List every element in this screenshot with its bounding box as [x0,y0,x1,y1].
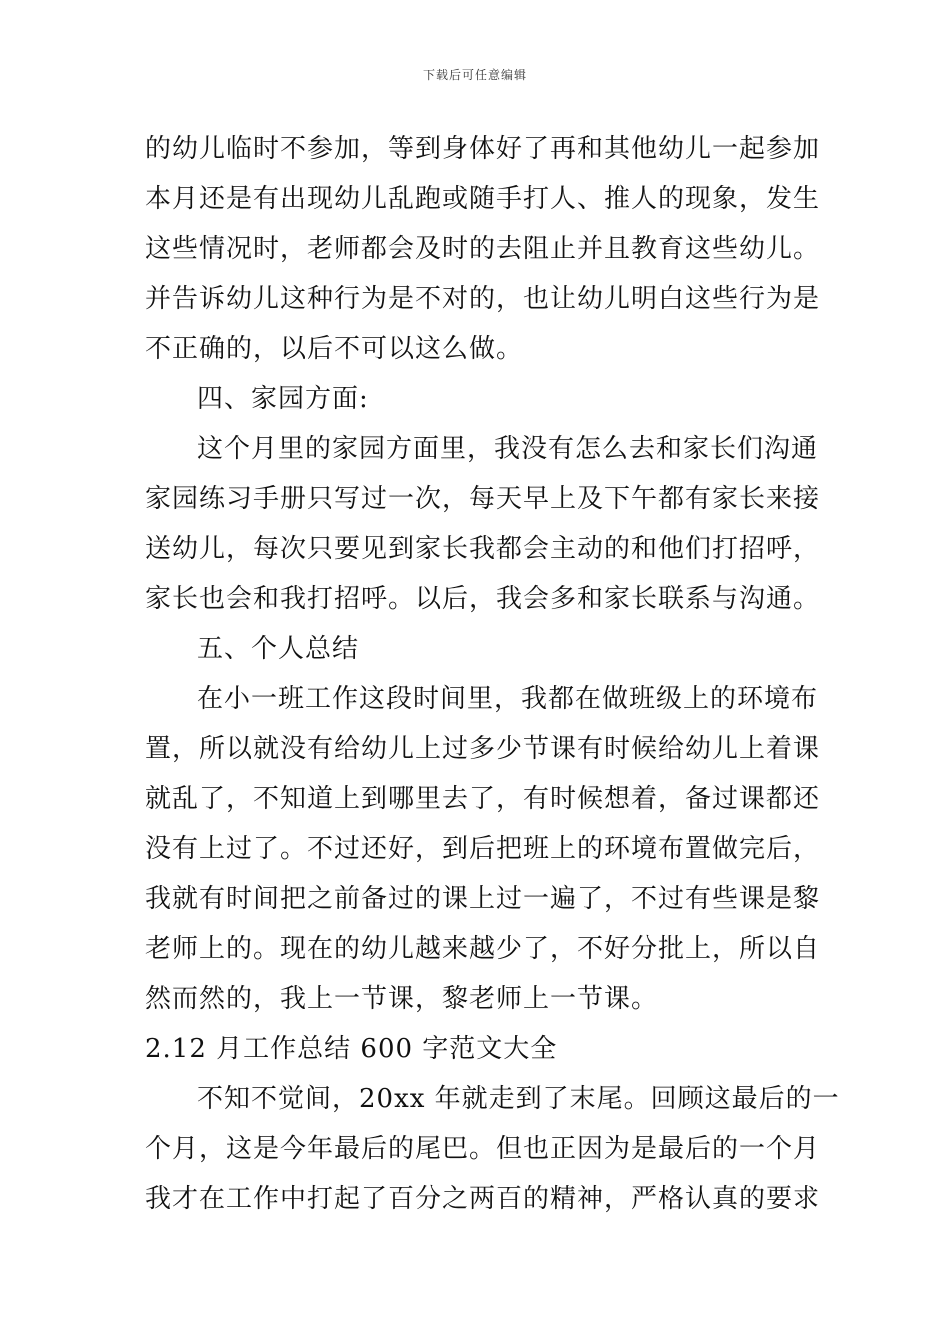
article-title: 2.12 月工作总结 600 字范文大全 [145,1034,558,1064]
text-line: 并告诉幼儿这种行为是不对的，也让幼儿明白这些行为是 [145,284,821,314]
text-line: 我就有时间把之前备过的课上过一遍了，不过有些课是黎 [145,884,821,914]
text-line: 在小一班工作这段时间里，我都在做班级上的环境布 [197,684,819,714]
text-line: 老师上的。现在的幼儿越来越少了，不好分批上，所以自 [145,934,821,964]
text-line: 家园练习手册只写过一次，每天早上及下午都有家长来接 [145,484,821,514]
text-line: 这些情况时，老师都会及时的去阻止并且教育这些幼儿。 [145,234,821,264]
text-line: 本月还是有出现幼儿乱跑或随手打人、推人的现象，发生 [145,184,821,214]
document-body [145,124,840,1224]
text-line: 没有上过了。不过还好，到后把班上的环境布置做完后， [145,834,821,864]
text-line: 的幼儿临时不参加，等到身体好了再和其他幼儿一起参加 [145,134,821,164]
section-heading: 五、个人总结 [197,634,360,664]
text-line: 然而然的，我上一节课，黎老师上一节课。 [145,984,659,1014]
text-line: 个月，这是今年最后的尾巴。但也正因为是最后的一个月 [145,1134,821,1164]
text-line: 就乱了，不知道上到哪里去了，有时候想着，备过课都还 [145,784,821,814]
page-header-note: 下载后可任意编辑 [422,68,527,82]
text-line: 不知不觉间，20xx 年就走到了末尾。回顾这最后的一 [197,1084,840,1114]
section-heading: 四、家园方面: [197,384,369,414]
text-line: 不正确的，以后不可以这么做。 [145,334,524,364]
text-line: 我才在工作中打起了百分之两百的精神，严格认真的要求 [145,1184,821,1214]
text-line: 置，所以就没有给幼儿上过多少节课有时候给幼儿上着课 [145,734,821,764]
text-line: 这个月里的家园方面里，我没有怎么去和家长们沟通 [197,434,819,464]
text-line: 家长也会和我打招呼。以后，我会多和家长联系与沟通。 [145,584,821,614]
text-line: 送幼儿，每次只要见到家长我都会主动的和他们打招呼， [145,534,821,564]
